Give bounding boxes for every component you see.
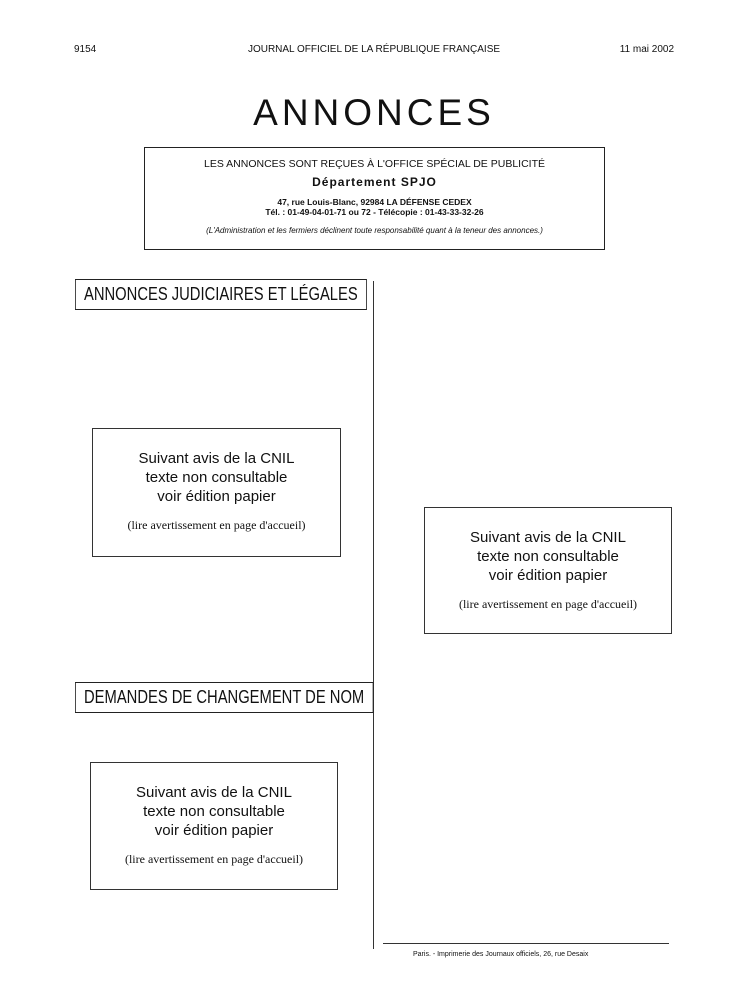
notice-note: (lire avertissement en page d'accueil)	[127, 518, 306, 532]
info-department: Département SPJO	[312, 175, 437, 189]
cnil-notice	[92, 428, 341, 557]
column-divider	[373, 281, 374, 949]
section-name-change: DEMANDES DE CHANGEMENT DE NOM	[75, 682, 373, 713]
page-title: ANNONCES	[253, 92, 495, 133]
notice-line: texte non consultable	[145, 469, 288, 486]
info-line-receipt: LES ANNONCES SONT REÇUES À L'OFFICE SPÉCIAL DE PUBLICITÉ	[203, 158, 545, 170]
notice-line: voir édition papier	[157, 488, 276, 505]
footer-rule	[383, 943, 669, 944]
notice-line: voir édition papier	[154, 822, 274, 839]
notice-line: voir édition papier	[488, 567, 608, 584]
cnil-notice	[424, 507, 672, 634]
info-address: 47, rue Louis-Blanc, 92984 LA DÉFENSE CEDEX	[277, 197, 472, 207]
section-judicial: ANNONCES JUDICIAIRES ET LÉGALES	[75, 279, 367, 310]
notice-line: Suivant avis de la CNIL	[470, 529, 626, 546]
notice-note: (lire avertissement en page d'accueil)	[458, 597, 638, 611]
printer-footer: Paris. - Imprimerie des Journaux officiels, 26, rue Desaix	[413, 951, 589, 958]
notice-line: texte non consultable	[143, 803, 285, 820]
notice-note: (lire avertissement en page d'accueil)	[124, 852, 304, 866]
notice-line: texte non consultable	[477, 548, 619, 565]
notice-line: Suivant avis de la CNIL	[138, 450, 295, 467]
issue-date: 11 mai 2002	[619, 44, 674, 55]
notice-line: Suivant avis de la CNIL	[136, 784, 292, 801]
page-number: 9154	[74, 44, 97, 55]
journal-title: JOURNAL OFFICIEL DE LA RÉPUBLIQUE FRANÇAISE	[247, 44, 501, 55]
info-phone: Tél. : 01-49-04-01-71 ou 72 - Télécopie : 01-43-33-32-26	[265, 207, 484, 217]
info-disclaimer: (L'Administration et les fermiers déclinent toute responsabilité quant à la teneur des annonces.)	[206, 226, 543, 235]
info-box	[144, 147, 605, 250]
cnil-notice	[90, 762, 338, 890]
